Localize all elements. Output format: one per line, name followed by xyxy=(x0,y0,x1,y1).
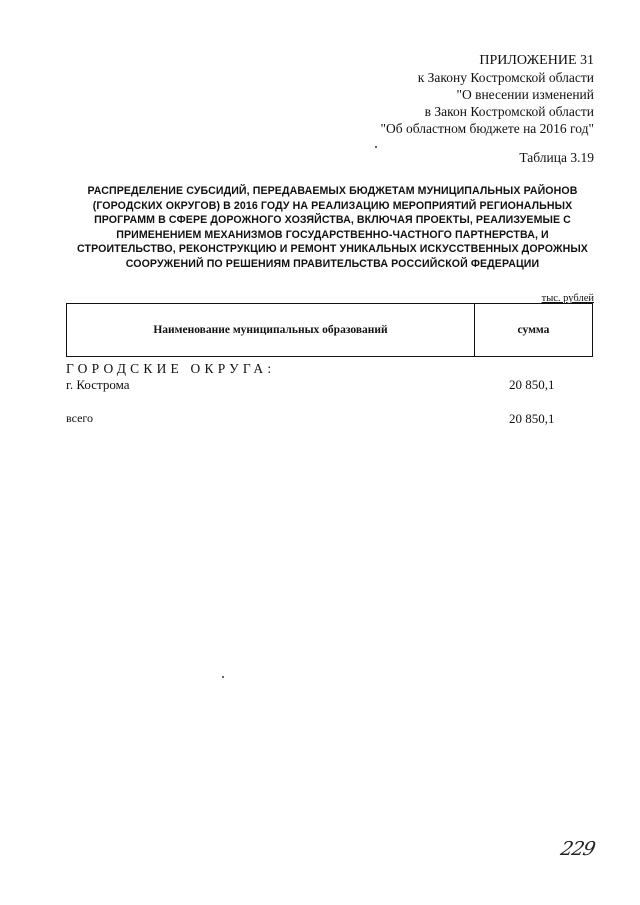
total-label: всего xyxy=(66,411,94,425)
appendix-number: ПРИЛОЖЕНИЕ 31 xyxy=(479,53,594,68)
municipality-sum: 20 850,1 xyxy=(509,377,555,392)
table-number: Таблица 3.19 xyxy=(519,150,594,165)
units-label: тыс. рублей xyxy=(541,293,594,304)
document-title: РАСПРЕДЕЛЕНИЕ СУБСИДИЙ, ПЕРЕДАВАЕМЫХ БЮДЖЕТАМ МУНИЦИПАЛЬНЫХ РАЙОНОВ (ГОРОДСКИХ ОКРУГОВ) В 2016 ГОДУ НА РЕАЛИЗАЦИЮ МЕРОПРИЯТИЙ РЕГИОНАЛЬНЫХ ПРОГРАММ В СФЕРЕ ДОРОЖНОГО ХОЗЯЙСТВА, ВКЛЮЧАЯ ПРОЕКТЫ, РЕАЛИЗУЕМЫЕ С ПРИМЕНЕНИЕМ МЕХАНИЗМОВ ГОСУДАРСТВЕННО-ЧАСТНОГО ПАРТНЕРСТВА, И СТРОИТЕЛЬСТВО, РЕКОНСТРУКЦИЮ И РЕМОНТ УНИКАЛЬНЫХ ИСКУССТВЕННЫХ ДОРОЖНЫХ СООРУЖЕНИЙ ПО РЕШЕНИЯМ ПРАВИТЕЛЬСТВА РОССИЙСКОЙ ФЕДЕРАЦИИ xyxy=(77,185,588,270)
municipality-name: г. Кострома xyxy=(66,377,130,392)
group-heading: ГОРОДСКИЕ ОКРУГА: xyxy=(66,361,276,376)
scan-speck xyxy=(222,676,224,678)
law-reference-line: в Закон Костромской области xyxy=(424,104,594,119)
law-reference-line: "Об областном бюджете на 2016 год" xyxy=(380,121,594,136)
scan-speck xyxy=(375,146,377,148)
page-number: 229 xyxy=(558,838,597,860)
total-sum: 20 850,1 xyxy=(509,411,555,426)
law-reference-line: к Закону Костромской области xyxy=(417,70,594,85)
column-header-sum: сумма xyxy=(517,324,550,336)
law-reference-line: "О внесении изменений xyxy=(456,87,594,102)
appendix-header xyxy=(381,52,595,137)
table-header xyxy=(66,303,593,357)
column-header-name: Наименование муниципальных образований xyxy=(67,304,475,356)
